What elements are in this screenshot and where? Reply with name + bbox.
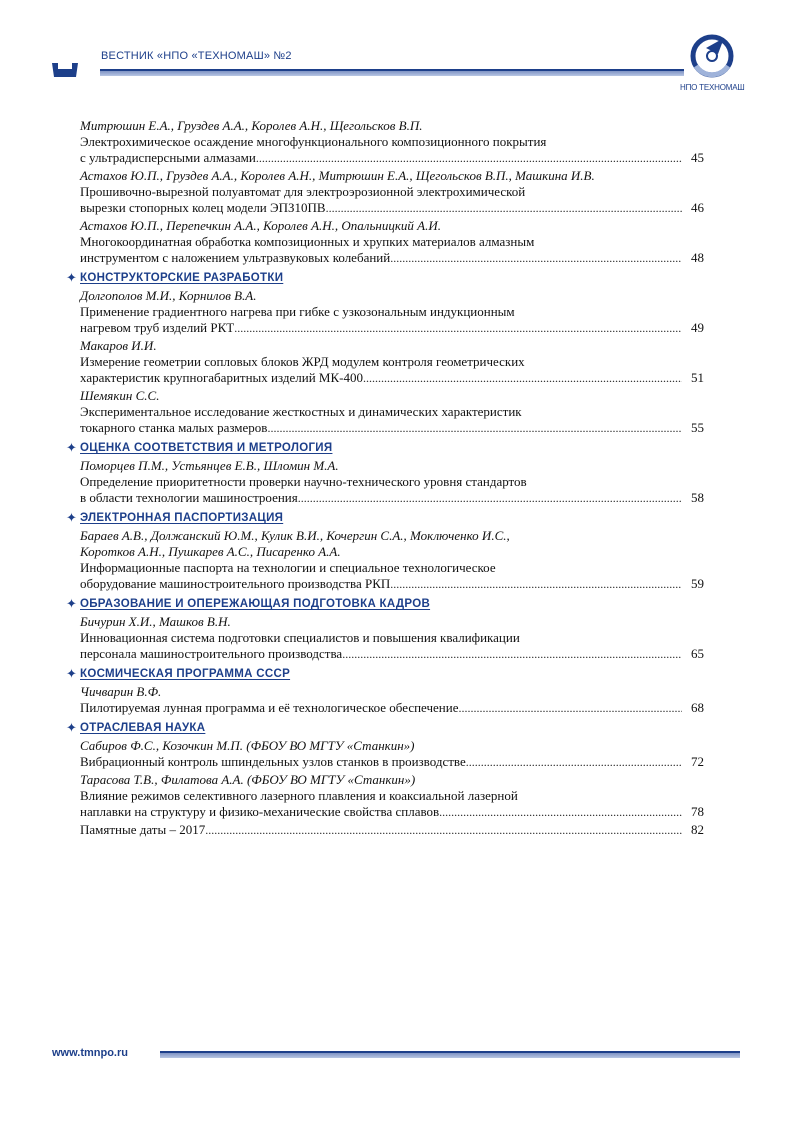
toc-entry-authors: Тарасова Т.В., Филатова А.А. (ФБОУ ВО МГТУ «Станкин»)	[80, 772, 416, 787]
toc-entry[interactable]	[66, 772, 726, 820]
toc-entry-authors: Коротков А.Н., Пушкарев А.С., Писаренко А.А.	[80, 544, 341, 559]
toc-page-number: 82	[691, 822, 704, 837]
dot-leader	[439, 804, 682, 820]
section-title: ОЦЕНКА СООТВЕТСТВИЯ И МЕТРОЛОГИЯ	[80, 442, 333, 454]
toc-entry-title-line	[80, 700, 682, 716]
toc-entry[interactable]	[66, 338, 726, 386]
toc-entry-title-line: Информационные паспорта на технологии и специальное технологическое	[80, 560, 496, 575]
toc-entry-title-line	[80, 420, 682, 436]
toc-entry-authors: Бичурин Х.И., Машков В.Н.	[80, 614, 231, 629]
toc-entry-title-line	[80, 200, 682, 216]
dot-leader	[326, 200, 682, 216]
logo-caption: НПО ТЕХНОМАШ	[680, 83, 745, 92]
section-star-icon: ✦	[66, 666, 77, 681]
toc-section-heading	[66, 595, 726, 613]
toc-entry-title-text: токарного станка малых размеров	[80, 420, 268, 435]
dot-leader	[466, 754, 682, 770]
toc-entry-authors: Поморцев П.М., Устьянцев Е.В., Шломин М.А.	[80, 458, 339, 473]
dot-leader	[390, 576, 682, 592]
toc-entry[interactable]	[66, 738, 726, 770]
dot-leader	[342, 646, 682, 662]
toc-entry-authors: Макаров И.И.	[80, 338, 157, 353]
toc-page-number: 45	[691, 150, 704, 165]
toc-entry-authors: Сабиров Ф.С., Козочкин М.П. (ФБОУ ВО МГТУ «Станкин»)	[80, 738, 415, 753]
toc-page-number: 46	[691, 200, 704, 215]
toc-page-number: 68	[691, 700, 704, 715]
toc-page-number: 55	[691, 420, 704, 435]
toc-entry[interactable]	[66, 168, 726, 216]
dot-leader	[234, 320, 682, 336]
section-title: ОБРАЗОВАНИЕ И ОПЕРЕЖАЮЩАЯ ПОДГОТОВКА КАДРОВ	[80, 598, 431, 610]
toc-entry[interactable]	[66, 528, 726, 592]
dot-leader	[390, 250, 682, 266]
toc-entry[interactable]	[66, 388, 726, 436]
toc-entry-title-text: Памятные даты – 2017	[80, 822, 206, 837]
dot-leader	[256, 150, 682, 166]
dot-leader	[298, 490, 682, 506]
toc-page-number: 48	[691, 250, 704, 265]
toc-page-number: 59	[691, 576, 704, 591]
toc-section-heading	[66, 439, 726, 457]
dot-leader	[459, 700, 683, 716]
toc-entry-title-line	[80, 490, 682, 506]
toc-entry-authors: Митрюшин Е.А., Груздев А.А., Королев А.Н., Щегольсков В.П.	[80, 118, 423, 133]
toc-entry-title-line	[80, 646, 682, 662]
toc-entry-title-line	[80, 754, 682, 770]
toc-entry[interactable]	[66, 118, 726, 166]
toc-entry-title-line: Определение приоритетности проверки научно-технического уровня стандартов	[80, 474, 527, 489]
toc-entry-title-text: инструментом с наложением ультразвуковых колебаний	[80, 250, 391, 265]
journal-mark-icon	[52, 63, 78, 77]
toc-page-number: 72	[691, 754, 704, 769]
toc-entry[interactable]	[66, 218, 726, 266]
toc-entry-title-line: Экспериментальное исследование жесткостных и динамических характеристик	[80, 404, 522, 419]
toc-entry-title-line	[80, 370, 682, 386]
toc-entry-title-text: персонала машиностроительного производства	[80, 646, 343, 661]
toc-entry-title-line: Измерение геометрии сопловых блоков ЖРД модулем контроля геометрических	[80, 354, 525, 369]
toc-entry-title-line	[80, 250, 682, 266]
toc-entry-title-text: нагревом труб изделий РКТ	[80, 320, 235, 335]
section-title: КОНСТРУКТОРСКИЕ РАЗРАБОТКИ	[80, 272, 284, 284]
section-title: ОТРАСЛЕВАЯ НАУКА	[80, 722, 206, 734]
toc-entry-title-text: наплавки на структуру и физико-механические свойства сплавов	[80, 804, 440, 819]
table-of-contents	[66, 118, 726, 840]
section-star-icon: ✦	[66, 510, 77, 525]
tehnomash-logo-icon	[686, 30, 738, 82]
toc-entry-title-line: Прошивочно-вырезной полуавтомат для электроэрозионной электрохимической	[80, 184, 526, 199]
section-title: КОСМИЧЕСКАЯ ПРОГРАММА СССР	[80, 668, 291, 680]
toc-entry-authors: Долгополов М.И., Корнилов В.А.	[80, 288, 257, 303]
toc-entry-title-line	[80, 320, 682, 336]
toc-entry[interactable]	[66, 288, 726, 336]
toc-entry-title-line	[80, 150, 682, 166]
toc-entry-title-line	[80, 822, 682, 838]
toc-section-heading	[66, 269, 726, 287]
section-star-icon: ✦	[66, 596, 77, 611]
toc-entry-title-text: оборудование машиностроительного производства РКП	[80, 576, 391, 591]
toc-entry-title-line	[80, 576, 682, 592]
toc-entry[interactable]	[66, 614, 726, 662]
section-star-icon: ✦	[66, 440, 77, 455]
section-star-icon: ✦	[66, 270, 77, 285]
toc-entry-title-line: Влияние режимов селективного лазерного плавления и коаксиальной лазерной	[80, 788, 518, 803]
toc-entry-title-line: Инновационная система подготовки специалистов и повышения квалификации	[80, 630, 520, 645]
toc-section-heading	[66, 665, 726, 683]
section-title: ЭЛЕКТРОННАЯ ПАСПОРТИЗАЦИЯ	[80, 512, 284, 524]
toc-entry[interactable]	[66, 822, 726, 838]
toc-entry-authors: Шемякин С.С.	[80, 388, 160, 403]
footer-rule	[160, 1051, 740, 1058]
dot-leader	[363, 370, 682, 386]
header-rule	[100, 69, 684, 76]
toc-entry-title-line: Многокоординатная обработка композиционных и хрупких материалов алмазным	[80, 234, 535, 249]
toc-section-heading	[66, 509, 726, 527]
toc-entry-title-text: с ультрадисперсными алмазами	[80, 150, 256, 165]
toc-page-number: 49	[691, 320, 704, 335]
dot-leader	[267, 420, 682, 436]
dot-leader	[205, 822, 682, 838]
toc-entry-title-text: характеристик крупногабаритных изделий МК-400	[80, 370, 363, 385]
toc-entry-title-text: вырезки стопорных колец модели ЭПЗ10ПВ	[80, 200, 326, 215]
toc-entry[interactable]	[66, 684, 726, 716]
toc-entry-title-line: Применение градиентного нагрева при гибке с узкозональным индукционным	[80, 304, 515, 319]
toc-page-number: 58	[691, 490, 704, 505]
toc-entry-authors: Астахов Ю.П., Груздев А.А., Королев А.Н., Митрюшин Е.А., Щегольсков В.П., Машкина И.В.	[80, 168, 595, 183]
journal-title: ВЕСТНИК «НПО «ТЕХНОМАШ» №2	[101, 50, 292, 62]
toc-section-heading	[66, 719, 726, 737]
toc-entry-title-line	[80, 804, 682, 820]
toc-entry[interactable]	[66, 458, 726, 506]
toc-entry-authors: Астахов Ю.П., Перепечкин А.А., Королев А.Н., Опальницкий А.И.	[80, 218, 441, 233]
toc-entry-title-text: в области технологии машиностроения	[80, 490, 298, 505]
section-star-icon: ✦	[66, 720, 77, 735]
toc-entry-title-text: Вибрационный контроль шпиндельных узлов станков в производстве	[80, 754, 466, 769]
toc-entry-authors: Бараев А.В., Должанский Ю.М., Кулик В.И., Кочергин С.А., Моключенко И.С.,	[80, 528, 510, 543]
footer-url[interactable]: www.tmnpo.ru	[52, 1047, 128, 1059]
toc-page-number: 78	[691, 804, 704, 819]
toc-page-number: 65	[691, 646, 704, 661]
toc-page-number: 51	[691, 370, 704, 385]
toc-entry-title-line: Электрохимическое осаждение многофункционального композиционного покрытия	[80, 134, 547, 149]
toc-entry-title-text: Пилотируемая лунная программа и её технологическое обеспечение	[80, 700, 459, 715]
toc-entry-authors: Чичварин В.Ф.	[80, 684, 162, 699]
